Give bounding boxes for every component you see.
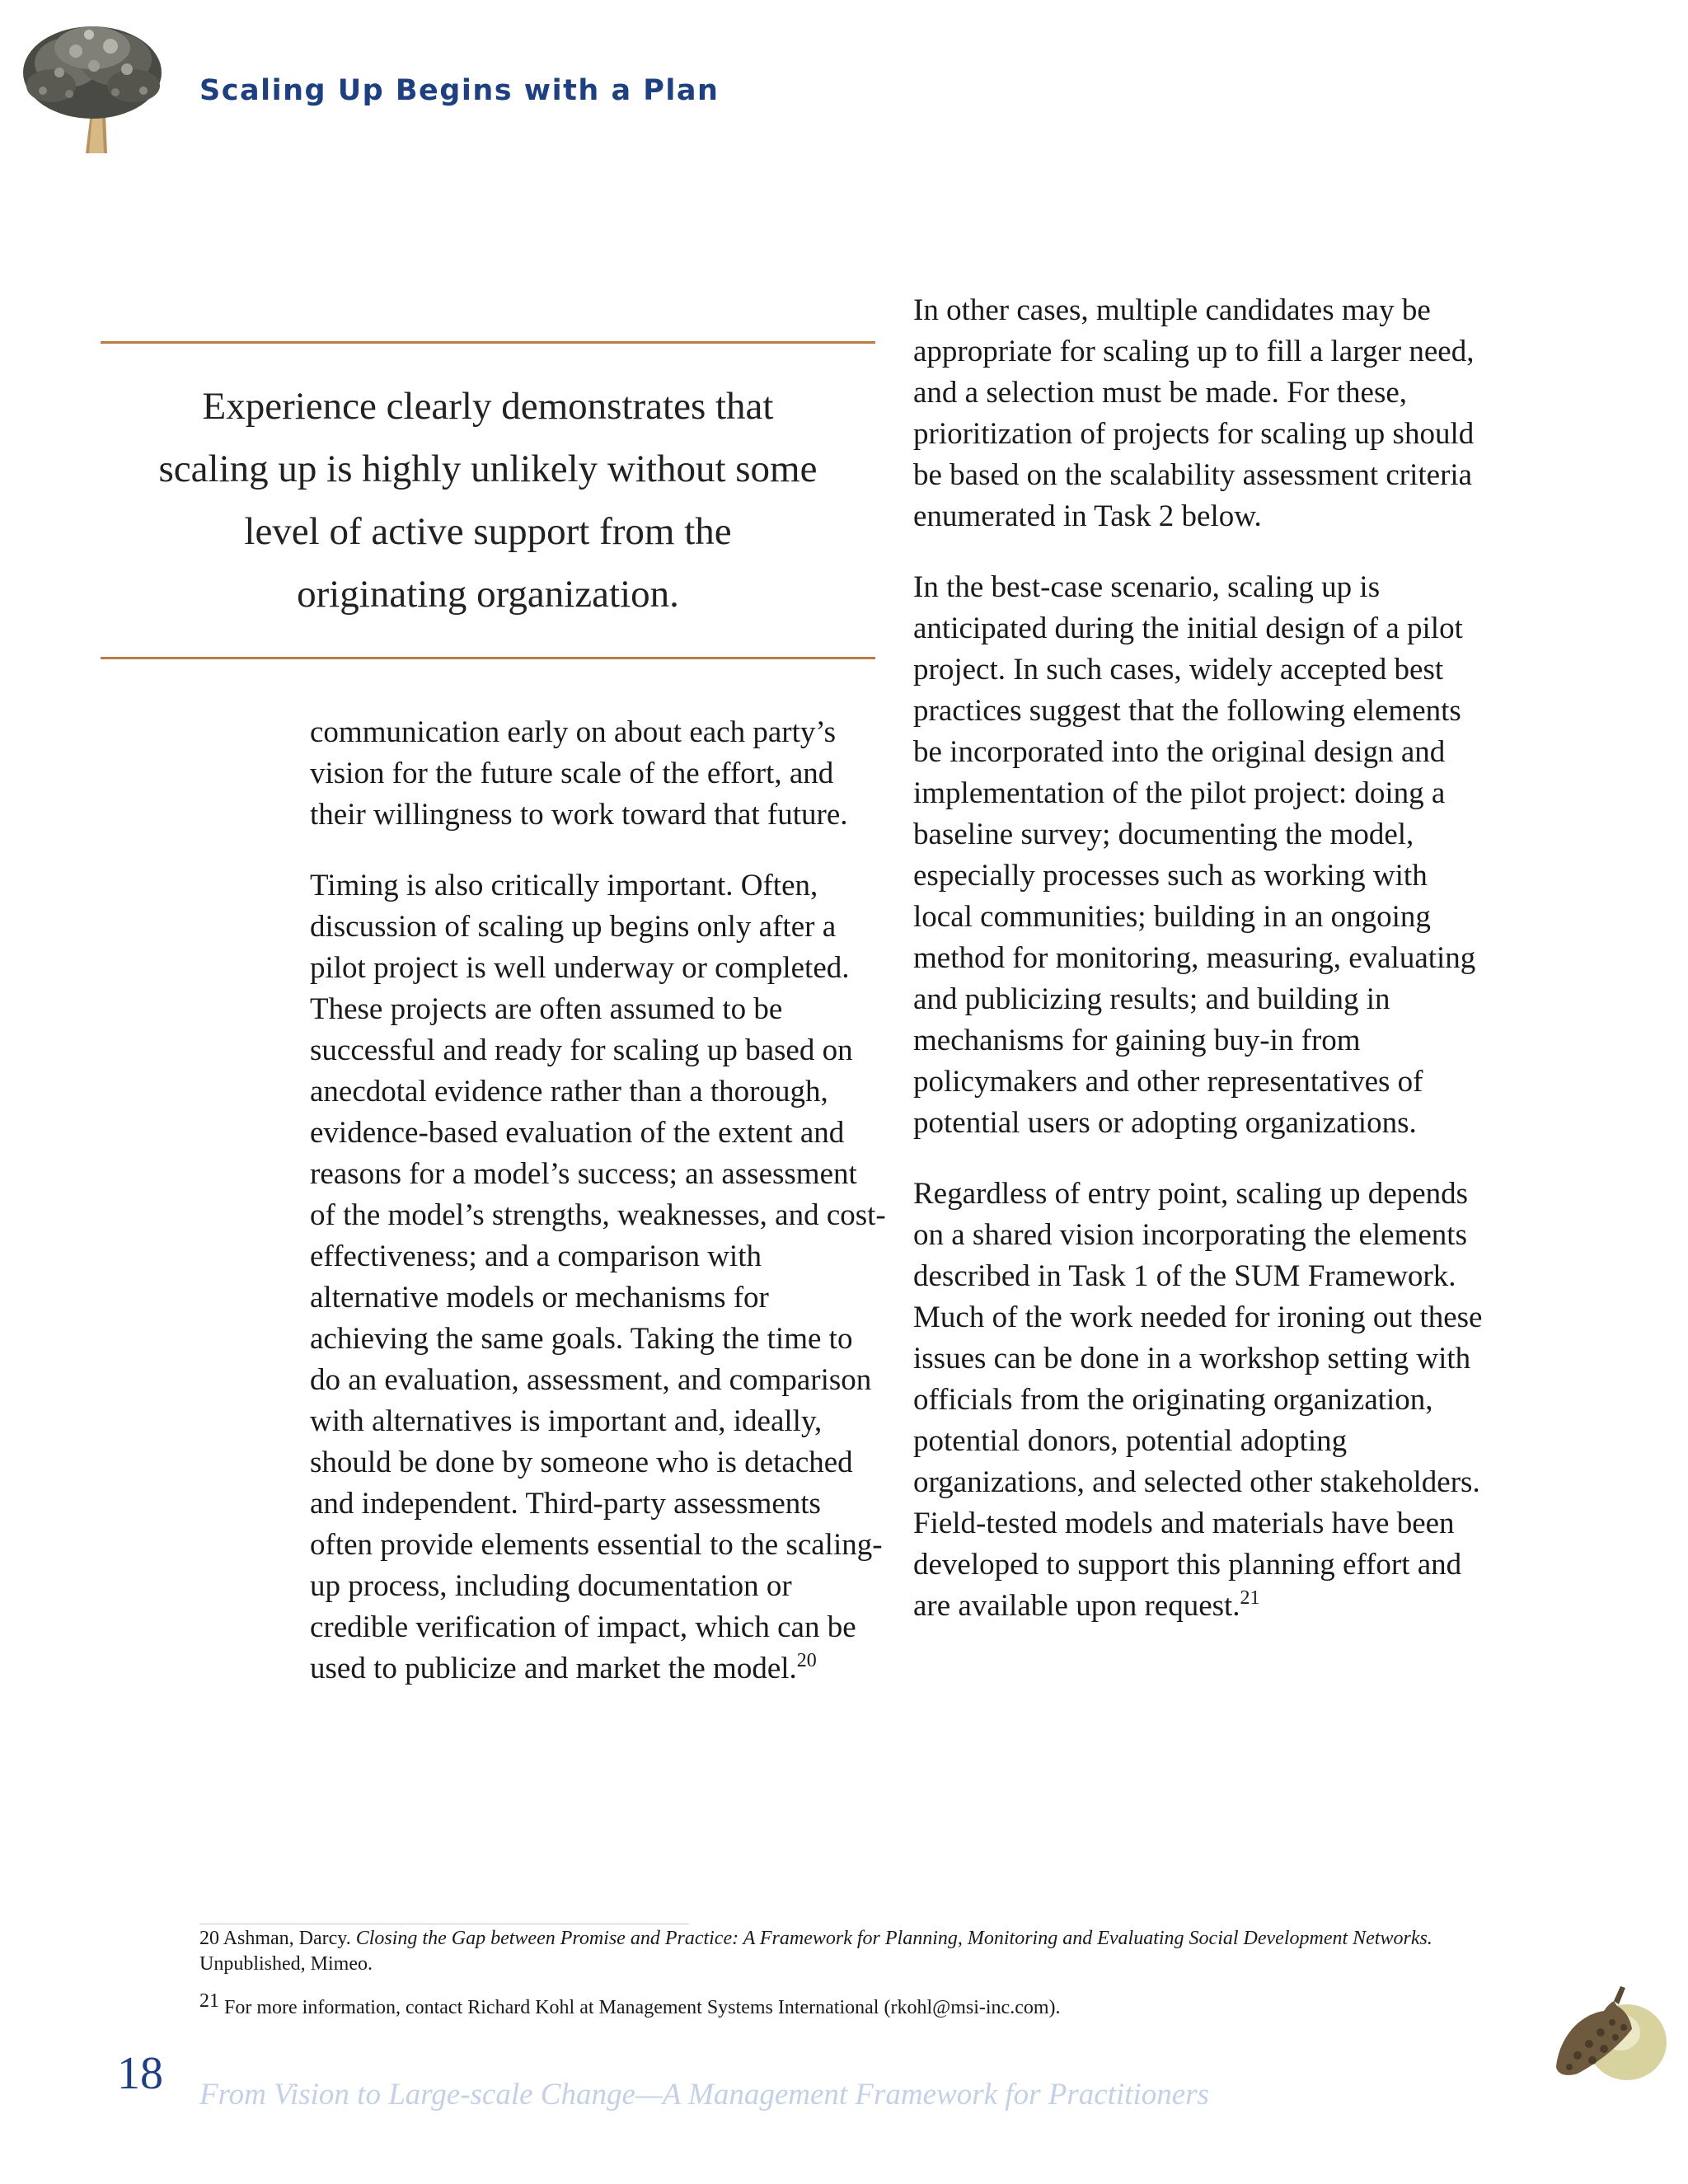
left-text-column	[310, 712, 887, 1719]
right-paragraph-2: In the best-case scenario, scaling up is anticipated during the initial design of a pilot project. In such cases, widely accepted best practices suggest that the following elements be incorporated into the original design and implementation of the pilot project: doing a baseline survey; documenting the model, especially processes such as working with local communities; building in an ongoing method for monitoring, measuring, evaluating and publicizing results; and building in mechanisms for gaining buy-in from policymakers and other representatives of potential users or adopting organizations.	[913, 570, 1476, 1140]
page-number: 18	[117, 2048, 163, 2099]
right-paragraph-3-text: Regardless of entry point, scaling up depends on a shared vision incorporating the elements described in Task 1 of the SUM Framework. Much of the work needed for ironing out these issues can be done in a workshop setting with officials from the originating organization, potential donors, potential adopting organizations, and selected other stakeholders. Field-tested models and materials have been developed to support this planning effort and are available upon request.	[913, 1177, 1483, 1623]
acorn-icon	[1545, 1981, 1676, 2097]
footnote-20-rest: Unpublished, Mimeo.	[199, 1953, 373, 1975]
right-text-column	[913, 290, 1490, 1657]
right-paragraph-1: In other cases, multiple candidates may be appropriate for scaling up to fill a larger need, and a selection must be made. For these, prioritization of projects for scaling up should be based on the scalability assessment criteria enumerated in Task 2 below.	[913, 293, 1475, 533]
footnote-ref-21[interactable]: 21	[1240, 1587, 1260, 1609]
footnote-20-number: 20	[199, 1928, 219, 1949]
pull-quote	[101, 341, 875, 659]
left-paragraph-2-text: Timing is also critically important. Often, discussion of scaling up begins only after a pilot project is well underway or completed. These projects are often assumed to be successful and ready for scaling up based on anecdotal evidence rather than a thorough, evidence-based evaluation of the extent and reasons for a model’s success; an assessment of the model’s strengths, weaknesses, and cost-effectiveness; and a comparison with alternative models or mechanisms for achieving the same goals. Taking the time to do an evaluation, assessment, and comparison with alternatives is important and, ideally, should be done by someone who is detached and independent. Third-party assessments often provide elements essential to the scaling-up process, including documentation or credible verification of impact, which can be used to publicize and market the model.	[310, 869, 886, 1685]
footnotes	[199, 1926, 1485, 2039]
footnote-20	[199, 1926, 1485, 1977]
left-paragraph-2	[310, 865, 887, 1690]
footnote-21-number: 21	[199, 1990, 219, 2012]
running-header-title: Scaling Up Begins with a Plan	[199, 74, 720, 107]
footnote-20-author: Ashman, Darcy.	[223, 1928, 351, 1949]
pull-quote-text: Experience clearly demonstrates that scaling up is highly unlikely without some level of active support from the originating organization.	[158, 385, 818, 616]
footnote-21-text: For more information, contact Richard Kohl at Management Systems International (rkohl@msi-inc.com).	[224, 1997, 1061, 2018]
footer-book-title: From Vision to Large-scale Change—A Management Framework for Practitioners	[199, 2078, 1209, 2111]
right-paragraph-3	[913, 1174, 1490, 1627]
left-paragraph-1: communication early on about each party’s vision for the future scale of the effort, and their willingness to work toward that future.	[310, 715, 848, 832]
footnote-20-title: Closing the Gap between Promise and Practice: A Framework for Planning, Monitoring and Evaluating Social Development Networks.	[355, 1928, 1432, 1949]
footnote-ref-20[interactable]: 20	[796, 1650, 817, 1671]
footnote-21	[199, 1990, 1485, 2021]
oak-tree-icon	[18, 15, 166, 155]
